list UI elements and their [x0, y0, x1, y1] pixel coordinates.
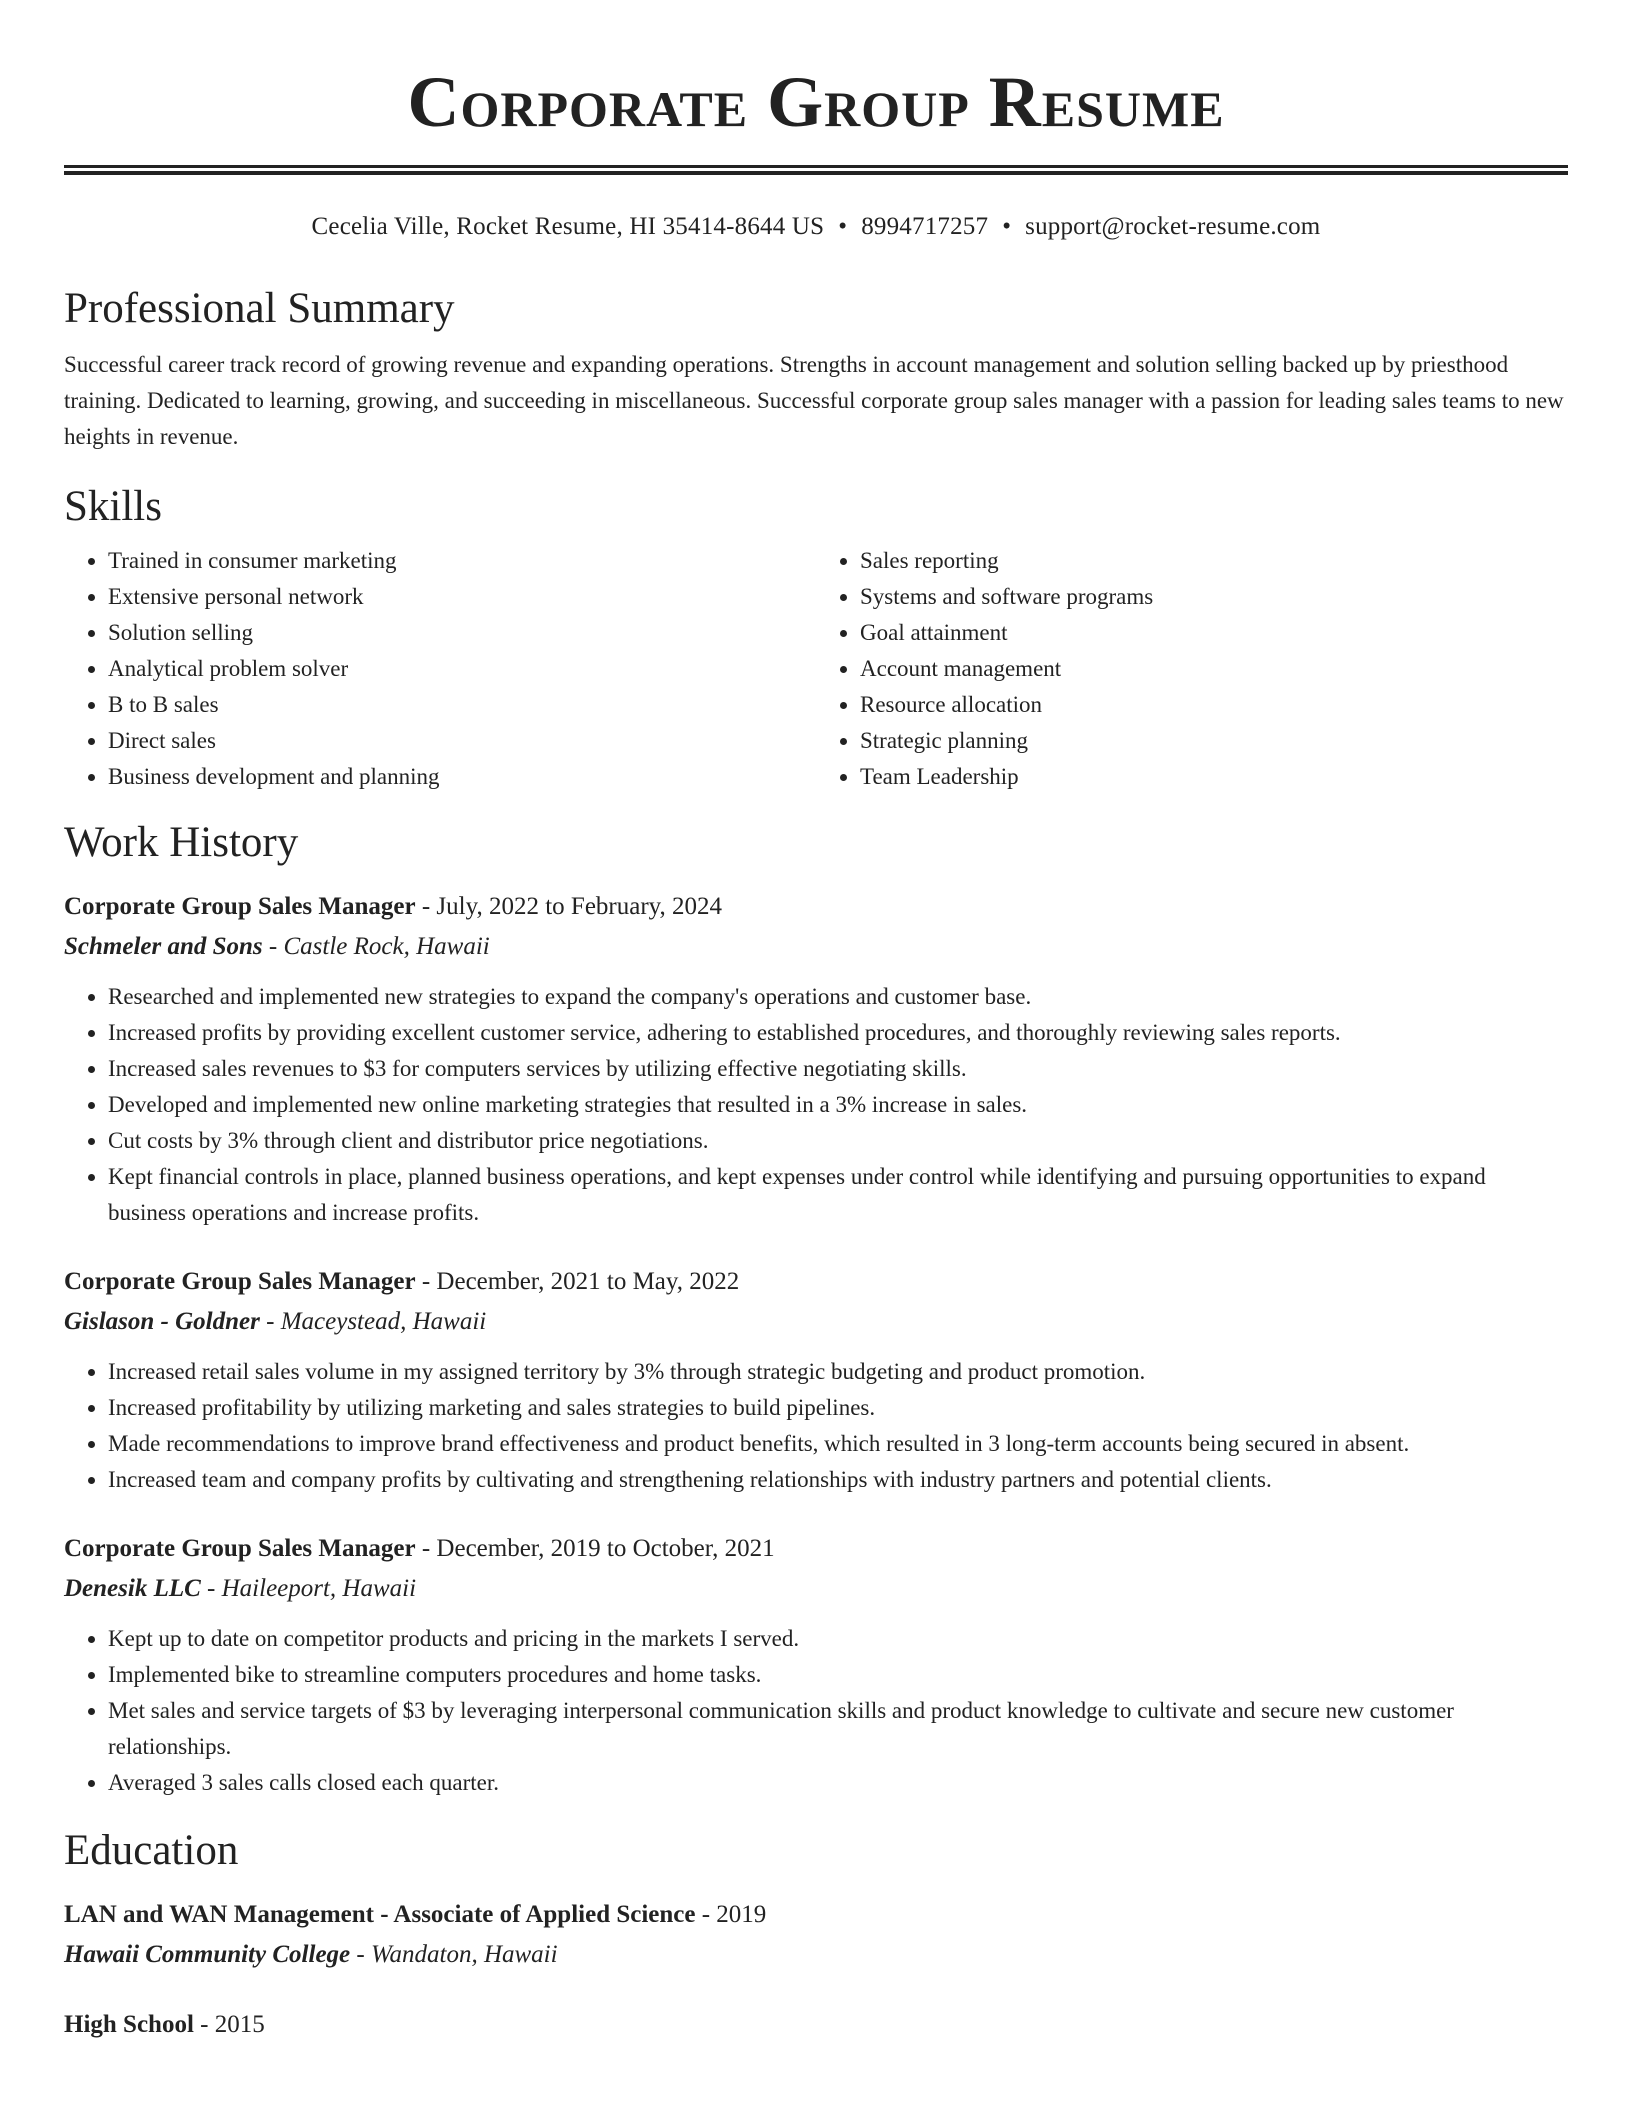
skill-item: • Account management — [860, 651, 1568, 687]
job-company: Schmeler and Sons — [64, 933, 263, 960]
job-company-line — [64, 1569, 1568, 1609]
education-section — [64, 1825, 1568, 2045]
education-entry — [64, 1895, 1568, 1975]
skill-item: • B to B sales — [108, 687, 816, 723]
skill-item: • Extensive personal network — [108, 579, 816, 615]
job-bullet: • Kept financial controls in place, planned business operations, and kept expenses under control while identifying and pursuing opportunities to expand business operations and increase profits. — [108, 1159, 1568, 1231]
job-bullet: • Kept up to date on competitor products and pricing in the markets I served. — [108, 1621, 1568, 1657]
skill-item: • Direct sales — [108, 723, 816, 759]
education-degree-line — [64, 2005, 1568, 2045]
skill-item: • Sales reporting — [860, 543, 1568, 579]
job-dates: - December, 2021 to May, 2022 — [415, 1268, 740, 1295]
job-bullet: • Increased team and company profits by cultivating and strengthening relationships with industry partners and potential clients. — [108, 1462, 1568, 1498]
skills-heading: Skills — [64, 483, 162, 530]
job-bullet: • Developed and implemented new online marketing strategies that resulted in a 3% increase in sales. — [108, 1087, 1568, 1123]
contact-line — [64, 211, 1568, 243]
job-location: - Maceystead, Hawaii — [259, 1308, 487, 1335]
contact-separator: • — [838, 213, 848, 240]
summary-text: Successful career track record of growing revenue and expanding operations. Strengths in account management and solution selling backed up by priesthood training. Dedicated to learning, growing, and succeeding in miscellaneous. Successful corporate group sales manager with a passion for leading sales teams to new heights in revenue. — [64, 352, 1564, 449]
education-year: - 2015 — [193, 2011, 265, 2038]
resume-title: Corporate Group Resume — [407, 62, 1225, 142]
job-bullet: • Averaged 3 sales calls closed each quarter. — [108, 1765, 1568, 1801]
job-location: - Castle Rock, Hawaii — [262, 933, 490, 960]
job-bullets — [64, 1354, 1568, 1498]
job-bullet: • Made recommendations to improve brand effectiveness and product benefits, which resulted in 3 long-term accounts being secured in absent. — [108, 1426, 1568, 1462]
job-bullet: • Increased retail sales volume in my assigned territory by 3% through strategic budgeting and product promotion. — [108, 1354, 1568, 1390]
skills-list-right — [816, 543, 1568, 795]
contact-separator: • — [1002, 213, 1012, 240]
education-heading: Education — [64, 1827, 239, 1874]
skill-item: • Strategic planning — [860, 723, 1568, 759]
job-bullet: • Researched and implemented new strategies to expand the company's operations and customer base. — [108, 979, 1568, 1015]
education-degree-line — [64, 1895, 1568, 1935]
summary-heading: Professional Summary — [64, 285, 455, 332]
job-bullet: • Increased profits by providing excellent customer service, adhering to established procedures, and thoroughly reviewing sales reports. — [108, 1015, 1568, 1051]
job-entry — [64, 887, 1568, 1231]
job-title-line — [64, 1262, 1568, 1302]
job-location: - Haileeport, Hawaii — [200, 1575, 417, 1602]
skills-section — [64, 481, 1568, 795]
summary-section — [64, 283, 1568, 455]
job-company-line — [64, 927, 1568, 967]
job-bullet: • Increased sales revenues to $3 for computers services by utilizing effective negotiating skills. — [108, 1051, 1568, 1087]
skill-item: • Business development and planning — [108, 759, 816, 795]
skill-item: • Solution selling — [108, 615, 816, 651]
job-entry — [64, 1529, 1568, 1801]
job-entry — [64, 1262, 1568, 1498]
job-bullet: • Cut costs by 3% through client and distributor price negotiations. — [108, 1123, 1568, 1159]
job-company-line — [64, 1302, 1568, 1342]
skills-columns — [64, 543, 1568, 795]
contact-phone: 8994717257 — [861, 213, 989, 240]
work-history-section — [64, 817, 1568, 1801]
job-title-line — [64, 887, 1568, 927]
job-bullets — [64, 1621, 1568, 1801]
job-bullet: • Met sales and service targets of $3 by leveraging interpersonal communication skills and product knowledge to cultivate and secure new customer relationships. — [108, 1693, 1568, 1765]
skill-item: • Systems and software programs — [860, 579, 1568, 615]
job-title: Corporate Group Sales Manager — [64, 1268, 416, 1295]
skill-item: • Resource allocation — [860, 687, 1568, 723]
skill-item: • Analytical problem solver — [108, 651, 816, 687]
education-school-line — [64, 1935, 1568, 1975]
job-bullet: • Implemented bike to streamline computers procedures and home tasks. — [108, 1657, 1568, 1693]
job-title: Corporate Group Sales Manager — [64, 893, 416, 920]
job-title: Corporate Group Sales Manager — [64, 1535, 416, 1562]
skill-item: • Trained in consumer marketing — [108, 543, 816, 579]
title-divider — [64, 165, 1568, 175]
education-degree: LAN and WAN Management - Associate of Applied Science — [64, 1901, 696, 1928]
skill-item: • Goal attainment — [860, 615, 1568, 651]
job-company: Denesik LLC — [64, 1575, 201, 1602]
skill-item: • Team Leadership — [860, 759, 1568, 795]
education-year: - 2019 — [695, 1901, 767, 1928]
job-bullets — [64, 979, 1568, 1231]
job-title-line — [64, 1529, 1568, 1569]
education-school: Hawaii Community College — [64, 1941, 351, 1968]
job-company: Gislason - Goldner — [64, 1308, 260, 1335]
contact-address: Cecelia Ville, Rocket Resume, HI 35414-8644 US — [311, 213, 825, 240]
job-bullet: • Increased profitability by utilizing marketing and sales strategies to build pipelines. — [108, 1390, 1568, 1426]
job-dates: - December, 2019 to October, 2021 — [415, 1535, 775, 1562]
contact-email: support@rocket-resume.com — [1025, 213, 1321, 240]
skills-list-left — [64, 543, 816, 795]
job-dates: - July, 2022 to February, 2024 — [415, 893, 723, 920]
education-degree: High School — [64, 2011, 194, 2038]
education-location: - Wandaton, Hawaii — [350, 1941, 558, 1968]
work-history-heading: Work History — [64, 819, 299, 866]
education-entry — [64, 2005, 1568, 2045]
